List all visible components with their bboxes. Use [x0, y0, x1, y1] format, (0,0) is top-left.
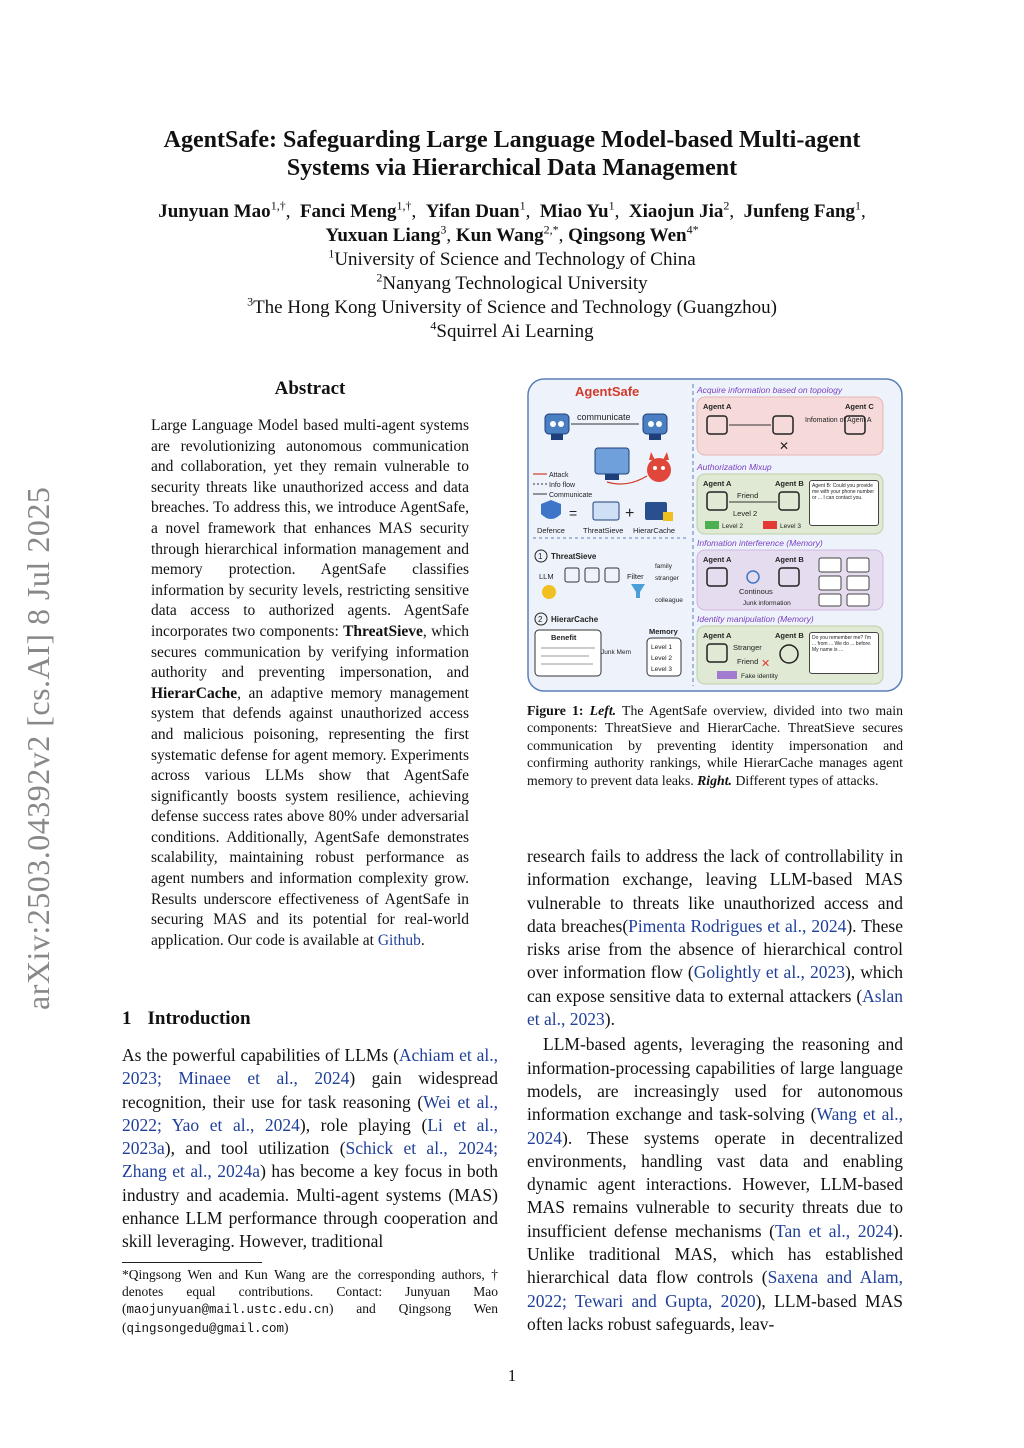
- cross-icon: ✕: [779, 439, 790, 453]
- affil-sup: 2: [376, 270, 383, 285]
- panel-2-agent-a: Agent A: [703, 479, 732, 488]
- filter-label: Filter: [627, 572, 644, 581]
- shield-icon: [541, 500, 561, 519]
- footnote-text: ) and Qingsong Wen (: [122, 1301, 498, 1335]
- equals-sign: =: [569, 505, 578, 521]
- citation-link[interactable]: Schick et al., 2024; Zhang et al., 2024a: [122, 1138, 498, 1182]
- body-paragraph: [527, 1033, 903, 1336]
- abstract-text: , an adaptive memory management system that defends against unauthorized access and malicious poisoning, representing the first systematic defense for agent memory. Experiments across various LLMs show that AgentSafe significantly boosts system resilience, achieving defense success rates above 80% under adversarial conditions. Additionally, AgentSafe demonstrates scalability, maintaining robust performance as agent numbers and information complexity grow. Results underscore effectiveness of AgentSafe in securing MAS and its potential for real-world application. Our code is available at: [151, 684, 469, 949]
- citation-link[interactable]: Saxena and Alam, 2022; Tewari and Gupta, 2020: [527, 1267, 903, 1311]
- panel-3-junk: Junk information: [743, 600, 791, 607]
- colleague-label: colleague: [655, 597, 683, 604]
- affil-text: The Hong Kong University of Science and Technology (Guangzhou): [253, 297, 777, 318]
- caption-label: Figure 1:: [527, 703, 584, 718]
- panel-2-bubble-text: Agent B: Could you provide me with your phone number or ... I can contact you.: [809, 480, 879, 526]
- author-list: [100, 200, 924, 248]
- right-column: [527, 845, 903, 1336]
- author-name: Xiaojun Jia: [628, 201, 724, 222]
- email-address: maojunyuan@mail.ustc.edu.cn: [126, 1303, 330, 1317]
- author-line-1: Junyuan Mao$^{1,\dagger}$, Fanci Meng$^{1,\dagger}$, Yifan Duan$^1$, Miao Yu$^1$, Xiaojun Jia$^2$, Junfeng Fang$^1$,: [158, 198, 866, 222]
- memory-label: Memory: [649, 627, 678, 636]
- affiliations: [100, 248, 924, 344]
- chat-bubble-icon: [819, 558, 841, 572]
- author-sup: 2,*: [543, 222, 559, 237]
- panel-4-stranger: Stranger: [733, 643, 762, 652]
- body-text: ). These systems operate in decentralized environments, handling vast data and enabling dynamic agent interactions. However, LLM-based MAS remains vulnerable to security threats due to insufficient defense mechanisms (: [527, 1127, 903, 1241]
- level-3-swatch: [763, 521, 777, 529]
- junk-mem-label: Junk Mem: [601, 649, 631, 656]
- chat-bubble-icon: [847, 576, 869, 590]
- author-name: Miao Yu: [539, 201, 609, 222]
- citation-link[interactable]: Pimenta Rodrigues et al., 2024: [628, 915, 847, 936]
- paper-title: [100, 126, 924, 182]
- chat-bubble-icon: [819, 576, 841, 590]
- citation-link[interactable]: Achiam et al., 2023; Minaee et al., 2024: [122, 1045, 498, 1089]
- chat-bubble-icon: [819, 594, 841, 606]
- panel-4-bubble-text: Do you remember me? I'm ... from ... We do ... before. My name is ...: [809, 632, 879, 674]
- panel-4-friend: Friend: [737, 657, 759, 666]
- family-label: family: [655, 563, 672, 570]
- stranger-label: stranger: [655, 575, 679, 582]
- panel-4-title: Identity manipulation (Memory): [697, 614, 814, 624]
- panel-2-level: Level 2: [733, 509, 758, 518]
- body-text: ), and tool utilization (: [164, 1138, 346, 1159]
- intro-paragraph: [122, 1044, 498, 1254]
- benefit-label: Benefit: [551, 633, 577, 642]
- section-number: 1: [122, 1008, 132, 1029]
- panel-1-agent-c: Agent C: [845, 402, 874, 411]
- red-cross-icon: ✕: [761, 658, 771, 670]
- panel-1-title: Acquire information based on topology: [697, 385, 843, 395]
- panel-1-agent-a: Agent A: [703, 402, 732, 411]
- author-sup: 2: [723, 198, 730, 213]
- citation-link[interactable]: Wei et al., 2022; Yao et al., 2024: [122, 1091, 498, 1135]
- caption-left: Left.: [589, 703, 617, 718]
- affil-text: Squirrel Ai Learning: [436, 321, 594, 342]
- body-text: ) gain widespread recognition, their use for task reasoning (: [122, 1068, 498, 1112]
- llm-label: LLM: [539, 572, 554, 581]
- title-line-2: Systems via Hierarchical Data Management: [286, 155, 738, 181]
- sieve-icon: [593, 502, 619, 520]
- body-text: LLM-based agents, leveraging the reasoning and information-processing capabilities of large language models, are increasingly used for autonomous information exchange and task-solving (: [527, 1034, 903, 1125]
- panel-3-title: Infomation interference (Memory): [697, 538, 823, 548]
- footnote-text: ): [284, 1320, 289, 1335]
- body-text: ), role playing (: [299, 1114, 428, 1135]
- body-text: ).: [604, 1009, 615, 1030]
- author-line-2: Yuxuan Liang$^3$, Kun Wang$^{2,*}$, Qingsong Wen$^{4*}$: [325, 222, 699, 246]
- panel-2-agent-b: Agent B: [775, 479, 804, 488]
- abstract-text: .: [420, 931, 425, 949]
- panel-4-bubble: [809, 632, 879, 676]
- author-sup: 1,†: [396, 198, 412, 213]
- body-text: ). Unlike traditional MAS, which has established hierarchical data flow controls (: [527, 1220, 903, 1288]
- threatsieve-label: ThreatSieve: [583, 526, 624, 535]
- title-line-1: AgentSafe: Safeguarding Large Language Model-based Multi-agent: [163, 127, 861, 153]
- abstract-bold: HierarCache: [151, 684, 238, 702]
- affiliation: [100, 272, 924, 296]
- author-sup: 3: [440, 222, 447, 237]
- page-number: 1: [507, 1366, 517, 1385]
- panel-2-friend: Friend: [737, 491, 759, 500]
- abstract-bold: ThreatSieve: [343, 622, 423, 640]
- legend-attack: Attack: [549, 472, 569, 479]
- panel-3-agent-b: Agent B: [775, 555, 804, 564]
- affil-sup: 3: [247, 294, 254, 309]
- caption-text: Different types of attacks.: [732, 772, 879, 788]
- hierarcache-section-label: HierarCache: [551, 615, 599, 624]
- legend-comm: Communicate: [549, 492, 593, 499]
- plus-sign: +: [625, 505, 635, 522]
- fake-identity-swatch: [717, 671, 737, 679]
- footnote: [122, 1266, 498, 1338]
- section-title: Introduction: [147, 1008, 251, 1029]
- step-2-number: 2: [538, 615, 543, 624]
- figure-1: [527, 378, 903, 692]
- caption-text: The AgentSafe overview, divided into two main components: ThreatSieve and HierarCache. ThreatSieve secures communication by preventing identity impersonation and confirming authority rankings, while HierarCache manages agent memory to prevent data leaks.: [527, 703, 903, 788]
- author-name: Junfeng Fang: [743, 201, 856, 222]
- panel-2-bubble: [809, 480, 879, 528]
- body-text: ), which can expose sensitive data to external attackers (: [527, 962, 903, 1006]
- panel-4-agent-a: Agent A: [703, 631, 732, 640]
- author-name: Yuxuan Liang: [325, 225, 441, 246]
- author-name: Qingsong Wen: [568, 225, 687, 246]
- affil-sup: 1: [328, 246, 335, 261]
- email-address: qingsongedu@gmail.com: [126, 1322, 285, 1336]
- author-name: Kun Wang: [455, 225, 544, 246]
- threatsieve-section-label: ThreatSieve: [551, 552, 597, 561]
- author-sup: 1: [855, 198, 862, 213]
- affil-sup: 4: [430, 318, 437, 333]
- footnote-text: *Qingsong Wen and Kun Wang are the corresponding authors, † denotes equal contributions. Contact: Junyuan Mao (: [122, 1267, 498, 1316]
- memory-level-2: Level 2: [651, 655, 672, 662]
- citation-link[interactable]: Li et al., 2023a: [122, 1114, 499, 1159]
- lock-icon: [663, 512, 673, 521]
- communicate-label: communicate: [577, 412, 631, 422]
- step-1-number: 1: [538, 552, 543, 561]
- footnote-rule: [122, 1262, 262, 1263]
- panel-3-agent-a: Agent A: [703, 555, 732, 564]
- citation-link[interactable]: Tan et al., 2024: [774, 1220, 893, 1241]
- legend-info: Info flow: [549, 482, 576, 489]
- body-text: research fails to address the lack of controllability in information exchange, leaving LLM-based MAS vulnerable to threats like unauthorized access and data breaches(: [527, 846, 903, 936]
- abstract-text: Large Language Model based multi-agent systems are revolutionizing autonomous communication and collaboration, yet they remain vulnerable to security threats like unauthorized access and data breaches. To address this, we introduce AgentSafe, a novel framework that enhances MAS security through hierarchical information management and memory protection. AgentSafe classifies information by security levels, restricting sensitive data access to authorized agents. AgentSafe incorporates two components:: [151, 417, 469, 640]
- body-text: As the powerful capabilities of LLMs (: [122, 1045, 399, 1065]
- brand-label: AgentSafe: [575, 384, 640, 399]
- figure-caption: [527, 702, 903, 789]
- hierarcache-label: HierarCache: [633, 526, 676, 535]
- author-name: Yifan Duan: [425, 201, 520, 222]
- affiliation: [100, 248, 924, 272]
- body-text: ), LLM-based MAS often lacks robust safeguards, leav-: [527, 1290, 903, 1334]
- affil-text: Nanyang Technological University: [382, 273, 648, 294]
- author-name: Fanci Meng: [299, 201, 397, 222]
- author-sup: 1: [519, 198, 526, 213]
- caption-right: Right.: [697, 772, 732, 788]
- panel-2-title: Authorization Mixup: [697, 462, 772, 472]
- body-text: ) has become a key focus in both industry and academia. Multi-agent systems (MAS) enhance LLM performance through cooperation and skill leveraging. However, traditional: [122, 1161, 499, 1252]
- abstract-text: , which secures communication by verifying information authority and preventing impersonation, and: [151, 622, 469, 682]
- github-link[interactable]: Github: [377, 931, 421, 949]
- citation-link[interactable]: Wang et al., 2024: [527, 1104, 903, 1148]
- panel-3-continous: Continous: [739, 587, 773, 596]
- panel-1-info-label: Infomation of Agent A: [805, 417, 872, 424]
- author-sup: 1,†: [270, 198, 286, 213]
- arxiv-side-label: arXiv:2503.04392v2 [cs.AI] 8 Jul 2025: [20, 486, 56, 1010]
- affiliation: [100, 320, 924, 344]
- panel-4-agent-b: Agent B: [775, 631, 804, 640]
- citation-link[interactable]: Golightly et al., 2023: [693, 962, 845, 983]
- body-paragraph: [527, 845, 903, 1031]
- citation-link[interactable]: Aslan et al., 2023: [527, 985, 903, 1030]
- level-2-swatch: [705, 521, 719, 529]
- gear-icon: [542, 585, 556, 599]
- figure-1-svg: [527, 378, 903, 692]
- memory-level-1: Level 1: [651, 644, 672, 651]
- chat-bubble-icon: [847, 594, 869, 606]
- section-heading: [122, 1008, 267, 1030]
- author-sup: 1: [608, 198, 615, 213]
- abstract-body: [151, 416, 469, 951]
- affiliation: [100, 296, 924, 320]
- defence-label: Defence: [537, 526, 565, 535]
- affil-text: University of Science and Technology of China: [334, 249, 696, 270]
- panel-4-fake: Fake identity: [741, 673, 778, 680]
- panel-2-l2: Level 2: [722, 523, 743, 530]
- memory-level-3: Level 3: [651, 666, 672, 673]
- author-sup: 4*: [686, 222, 699, 237]
- panel-2-l3: Level 3: [780, 523, 801, 530]
- abstract-heading: Abstract: [274, 378, 346, 399]
- body-text: ). These risks arise from the absence of hierarchical control over information flow (: [527, 915, 903, 983]
- chat-bubble-icon: [847, 558, 869, 572]
- author-name: Junyuan Mao: [158, 201, 271, 222]
